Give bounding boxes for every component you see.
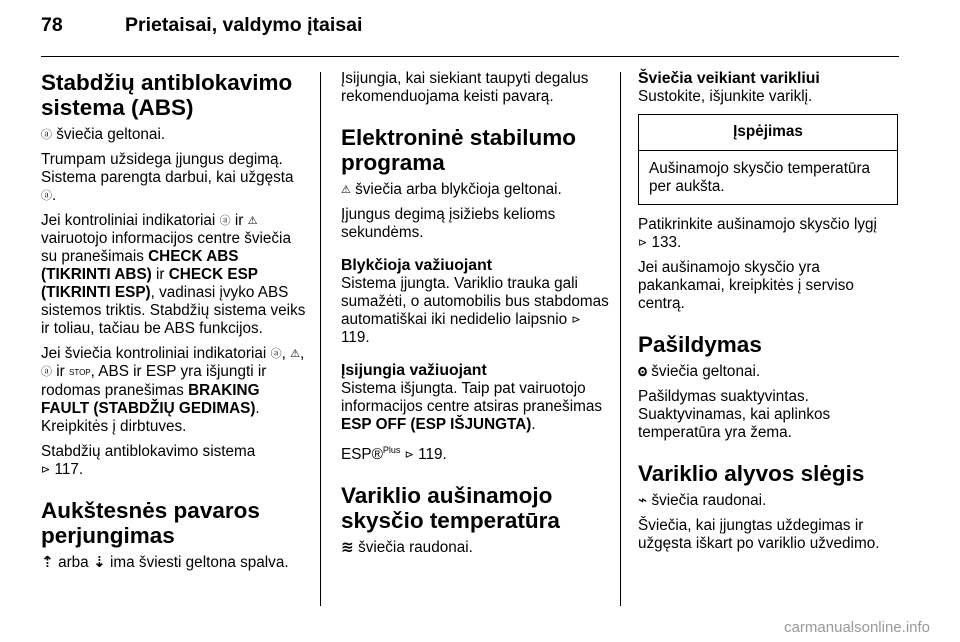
- column-1: [41, 70, 311, 579]
- on-while-driving-subheading: Įsijungia važiuojant: [341, 362, 487, 379]
- brake-icon: ⓐ: [41, 366, 52, 378]
- column-2: [341, 70, 609, 564]
- esp-paragraph-1: ⚠ šviečia arba blykčioja geltonai.: [341, 181, 562, 198]
- abs-paragraph-5: Stabdžių antiblokavimo sistema ⊳ 117.: [41, 443, 256, 478]
- running-engine-paragraph: Sustokite, išjunkite variklį.: [638, 88, 813, 105]
- glow-plug-icon: 𐍈: [638, 363, 648, 380]
- column-divider-2: [620, 72, 621, 606]
- oil-can-icon: ⌁: [638, 492, 648, 509]
- page-ref-arrow-icon: ⊳: [571, 314, 581, 326]
- blinking-subheading: Blykčioja važiuojant: [341, 257, 492, 274]
- page-ref-arrow-icon: ⊳: [41, 464, 51, 476]
- stop-icon: STOP: [69, 368, 91, 377]
- abs-paragraph-4: Jei šviečia kontroliniai indikatoriai ⓐ, ⚠, ⓐ ir STOP, ABS ir ESP yra išjungti ir rodomas pranešimas BRAKING FAULT (STABDŽIŲ GEDIMAS). Kreipkitės į dirbtuves.: [41, 345, 305, 435]
- chapter-title: Prietaisai, valdymo įtaisai: [125, 14, 363, 36]
- esp-icon: ⚠: [290, 348, 300, 360]
- abs-paragraph-3: Jei kontroliniai indikatoriai ⓐ ir ⚠ vairuotojo informacijos centre šviečia su pranešimais CHECK ABS (TIKRINTI ABS) ir CHECK ESP (TIKRINTI ESP), vadinasi įvyko ABS sistemos triktis. Stabdžių sistema veiks ir toliau, tačiau be ABS funkcijos.: [41, 212, 306, 337]
- enough-coolant-paragraph: Jei aušinamojo skysčio yra pakankamai, kreipkitės į serviso centrą.: [638, 259, 854, 312]
- gear-down-icon: ⇣: [92, 554, 106, 571]
- esp-paragraph-2: Įjungus degimą įsižiebs kelioms sekundėms.: [341, 206, 556, 241]
- esp-icon: ⚠: [247, 215, 258, 227]
- esp-heading: Elektroninė stabilumo programa: [341, 125, 577, 175]
- abs-icon: ⓐ: [41, 129, 52, 141]
- abs-icon: ⓐ: [219, 215, 231, 227]
- watermark: carmanualsonline.info: [784, 619, 930, 636]
- warning-box: [638, 114, 898, 205]
- coolant-paragraph: ≋ šviečia raudonai.: [341, 539, 473, 557]
- page-number: 78: [41, 14, 63, 36]
- coolant-heading: Variklio aušinamojo skysčio temperatūra: [341, 483, 560, 534]
- page-ref-arrow-icon: ⊳: [638, 237, 648, 249]
- page-ref-arrow-icon: ⊳: [404, 449, 414, 462]
- warning-title: Įspėjimas: [639, 115, 897, 151]
- abs-icon: ⓐ: [41, 190, 52, 202]
- esp-icon: ⚠: [341, 184, 351, 196]
- preheating-paragraph-2: Pašildymas suaktyvintas. Suaktyvinamas, kai aplinkos temperatūra yra žema.: [638, 388, 831, 441]
- check-coolant-paragraph: Patikrinkite aušinamojo skysčio lygį ⊳ 133.: [638, 216, 877, 251]
- abs-icon: ⓐ: [270, 348, 282, 360]
- page-header: [41, 14, 362, 37]
- blinking-paragraph: Sistema įjungta. Variklio trauka gali sumažėti, o automobilis bus stabdomas automatiškai iki nedidelio laipsnio ⊳ 119.: [341, 275, 609, 346]
- coolant-temperature-icon: ≋: [341, 539, 354, 557]
- oil-pressure-heading: Variklio alyvos slėgis: [638, 461, 865, 486]
- column-divider-1: [320, 72, 321, 606]
- abs-paragraph-1: ⓐ šviečia geltonai.: [41, 126, 166, 143]
- warning-text: Aušinamojo skysčio temperatūra per aukšta.: [649, 160, 871, 195]
- abs-heading: Stabdžių antiblokavimo sistema (ABS): [41, 70, 293, 120]
- preheating-paragraph-1: 𐍈 šviečia geltonai.: [638, 363, 761, 380]
- preheating-heading: Pašildymas: [638, 332, 762, 357]
- gear-shift-paragraph: ⇡ arba ⇣ ima šviesti geltona spalva.: [41, 554, 289, 571]
- abs-paragraph-2: Trumpam užsidega įjungus degimą. Sistema parengta darbui, kai užgęsta ⓐ.: [41, 151, 294, 204]
- gear-shift-continued: Įsijungia, kai siekiant taupyti degalus rekomenduojama keisti pavarą.: [341, 70, 589, 105]
- column-3: [638, 70, 898, 560]
- header-rule: [41, 56, 899, 57]
- esp-plus-reference: ESP®$^{Plus}$ ⊳ 119.: [341, 445, 447, 464]
- oil-pressure-paragraph-2: Šviečia, kai įjungtas uždegimas ir užgęsta iškart po variklio užvedimo.: [638, 517, 880, 552]
- oil-pressure-paragraph-1: ⌁ šviečia raudonai.: [638, 492, 767, 509]
- gear-shift-heading: Aukštesnės pavaros perjungimas: [41, 498, 260, 548]
- on-while-driving-paragraph: Sistema išjungta. Taip pat vairuotojo informacijos centre atsiras pranešimas ESP OFF (ESP IŠJUNGTA).: [341, 380, 602, 433]
- gear-up-icon: ⇡: [41, 554, 54, 571]
- running-engine-subheading: Šviečia veikiant varikliui: [638, 70, 820, 87]
